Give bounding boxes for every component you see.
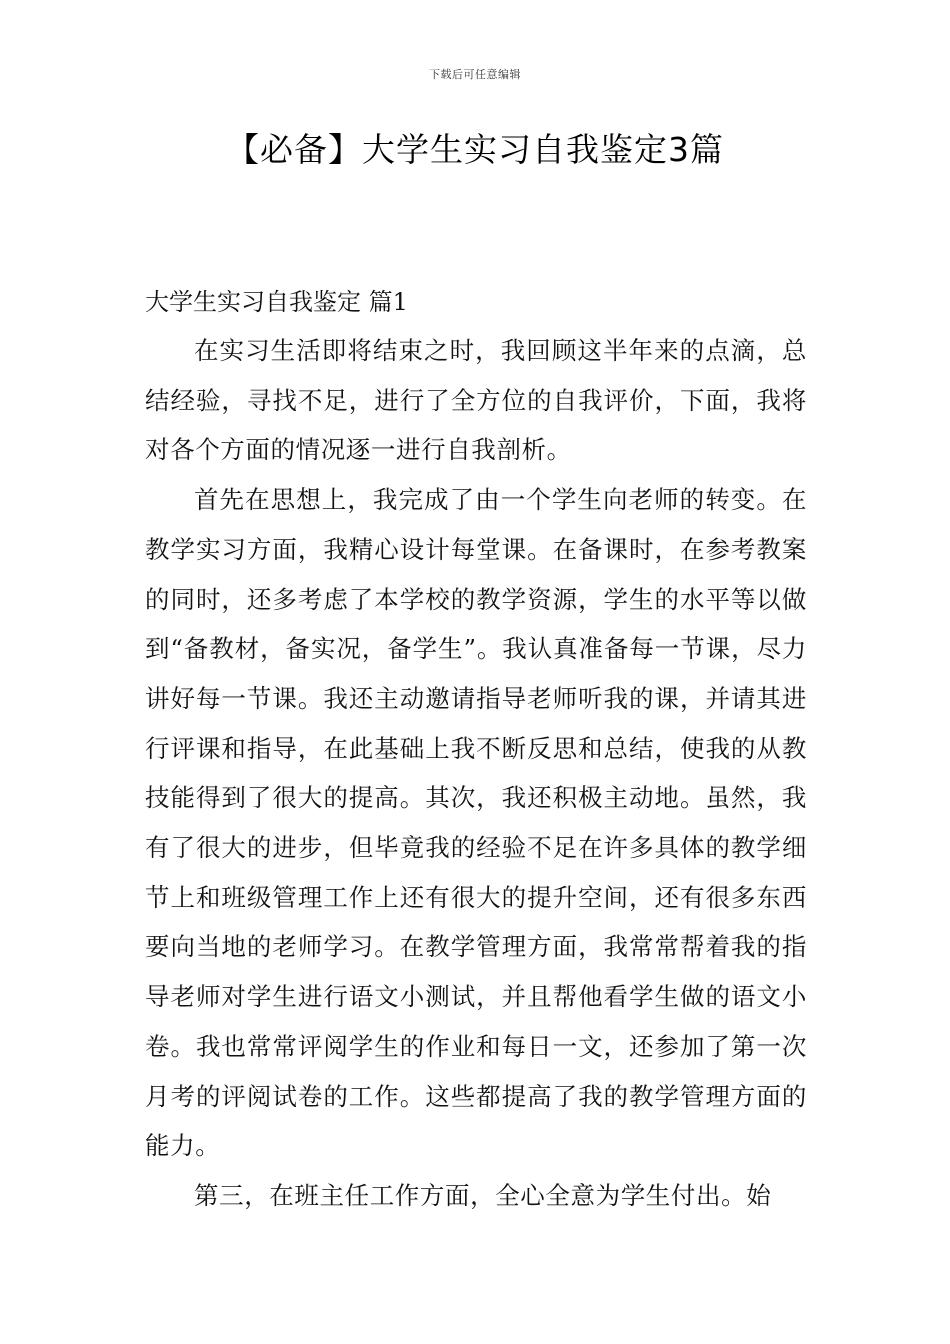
paragraph-2: 首先在思想上，我完成了由一个学生向老师的转变。在教学实习方面，我精心设计每堂课。在备课时，在参考教案的同时，还多考虑了本学校的教学资源，学生的水平等以做到“备教材，备实况，备学生”。我认真准备每一节课，尽力讲好每一节课。我还主动邀请指导老师听我的课，并请其进行评课和指导，在此基础上我不断反思和总结，使我的从教技能得到了很大的提高。其次，我还积极主动地。虽然，我有了很大的进步，但毕竟我的经验不足在许多具体的教学细节上和班级管理工作上还有很大的提升空间，还有很多东西要向当地的老师学习。在教学管理方面，我常常帮着我的指导老师对学生进行语文小测试，并且帮他看学生做的语文小卷。我也常常评阅学生的作业和每日一文，还参加了第一次月考的评阅试卷的工作。这些都提高了我的教学管理方面的能力。 xyxy=(145,485,807,1161)
body-text xyxy=(145,326,807,1221)
document-title: 【必备】大学生实习自我鉴定3篇 xyxy=(226,130,724,169)
paragraph-3: 第三，在班主任工作方面，全心全意为学生付出。始 xyxy=(194,1180,772,1210)
paragraph-1: 在实习生活即将结束之时，我回顾这半年来的点滴，总结经验，寻找不足，进行了全方位的自我评价，下面，我将对各个方面的情况逐一进行自我剖析。 xyxy=(145,336,807,465)
section-heading: 大学生实习自我鉴定 篇1 xyxy=(145,288,408,316)
header-note: 下载后可任意编辑 xyxy=(429,68,521,81)
